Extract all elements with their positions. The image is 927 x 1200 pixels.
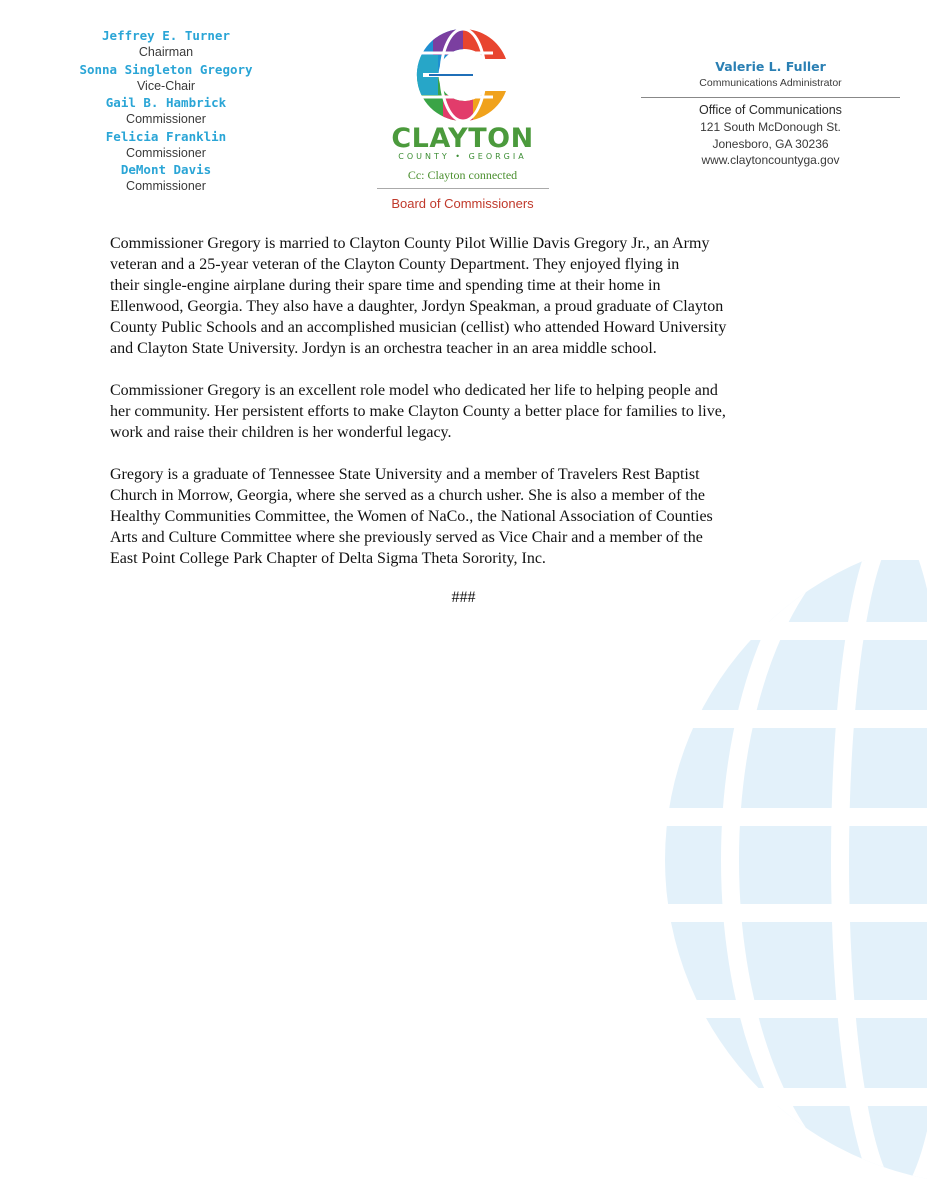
- text-line: East Point College Park Chapter of Delta Sigma Theta Sorority, Inc.: [110, 550, 546, 567]
- text-line: their single-engine airplane during their spare time and spending time at their home in: [110, 277, 661, 294]
- website-link[interactable]: www.claytoncountyga.gov: [701, 153, 840, 167]
- commissioner-entry: [76, 129, 256, 163]
- text-line: her community. Her persistent efforts to make Clayton County a better place for families to live,: [110, 403, 726, 420]
- commissioner-name: Sonna Singleton Gregory: [79, 61, 253, 77]
- office-name: Office of Communications: [699, 103, 842, 117]
- commissioner-role: Commissioner: [126, 112, 206, 126]
- text-line: Arts and Culture Committee where she previously served as Vice Chair and a member of the: [110, 529, 703, 546]
- address-line-2: Jonesboro, GA 30236: [712, 136, 829, 151]
- address-line-1: 121 South McDonough St.: [700, 120, 841, 134]
- text-line: work and raise their children is her wonderful legacy.: [110, 424, 452, 441]
- globe-watermark-icon: [600, 560, 927, 1200]
- press-release-body: [110, 233, 830, 590]
- commissioner-list: [76, 28, 256, 196]
- text-line: Gregory is a graduate of Tennessee State University and a member of Travelers Rest Baptist: [110, 466, 700, 483]
- commissioner-role: Commissioner: [126, 145, 206, 160]
- clayton-globe-airplane-logo-icon: [413, 25, 513, 125]
- text-line: Commissioner Gregory is an excellent role model who dedicated her life to helping people and: [110, 382, 718, 399]
- text-line: veteran and a 25-year veteran of the Clayton County Department. They enjoyed flying in: [110, 256, 680, 273]
- county-georgia-line: COUNTY • GEORGIA: [398, 152, 527, 161]
- end-mark: ###: [451, 589, 476, 606]
- text-line: County Public Schools and an accomplished musician (cellist) who attended Howard University: [110, 319, 727, 336]
- commissioner-name: Felicia Franklin: [105, 128, 227, 144]
- body-paragraph: [110, 464, 830, 569]
- contact-name: Valerie L. Fuller: [715, 59, 826, 74]
- contact-title: Communications Administrator: [699, 77, 842, 89]
- body-paragraph: [110, 380, 830, 443]
- contact-divider: [641, 97, 900, 98]
- clayton-logo: [375, 25, 550, 212]
- text-line: Church in Morrow, Georgia, where she served as a church usher. She is also a member of the: [110, 487, 705, 504]
- text-line: Ellenwood, Georgia. They also have a daughter, Jordyn Speakman, a proud graduate of Clayton: [110, 298, 724, 315]
- logo-tagline: Cc: Clayton connected: [407, 168, 518, 182]
- text-line: and Clayton State University. Jordyn is an orchestra teacher in an area middle school.: [110, 340, 657, 357]
- commissioner-name: Jeffrey E. Turner: [102, 28, 230, 43]
- text-line: Commissioner Gregory is married to Clayton County Pilot Willie Davis Gregory Jr., an Army: [110, 235, 710, 252]
- body-paragraph: [110, 233, 830, 359]
- clayton-wordmark: CLAYTON: [391, 123, 534, 154]
- commissioner-entry: [76, 62, 256, 96]
- commissioner-name: DeMont Davis: [120, 162, 212, 177]
- commissioner-role: Vice-Chair: [136, 78, 196, 93]
- commissioner-role: Chairman: [138, 45, 194, 59]
- commissioner-entry: [76, 95, 256, 129]
- commissioner-name: Gail B. Hambrick: [105, 95, 227, 110]
- board-title: Board of Commissioners: [391, 196, 534, 211]
- commissioner-entry: [76, 162, 256, 196]
- text-line: Healthy Communities Committee, the Women of NaCo., the National Association of Counties: [110, 508, 713, 525]
- logo-divider: [377, 188, 549, 189]
- commissioner-role: Commissioner: [126, 179, 206, 193]
- commissioner-entry: [76, 28, 256, 62]
- contact-block: [641, 58, 900, 169]
